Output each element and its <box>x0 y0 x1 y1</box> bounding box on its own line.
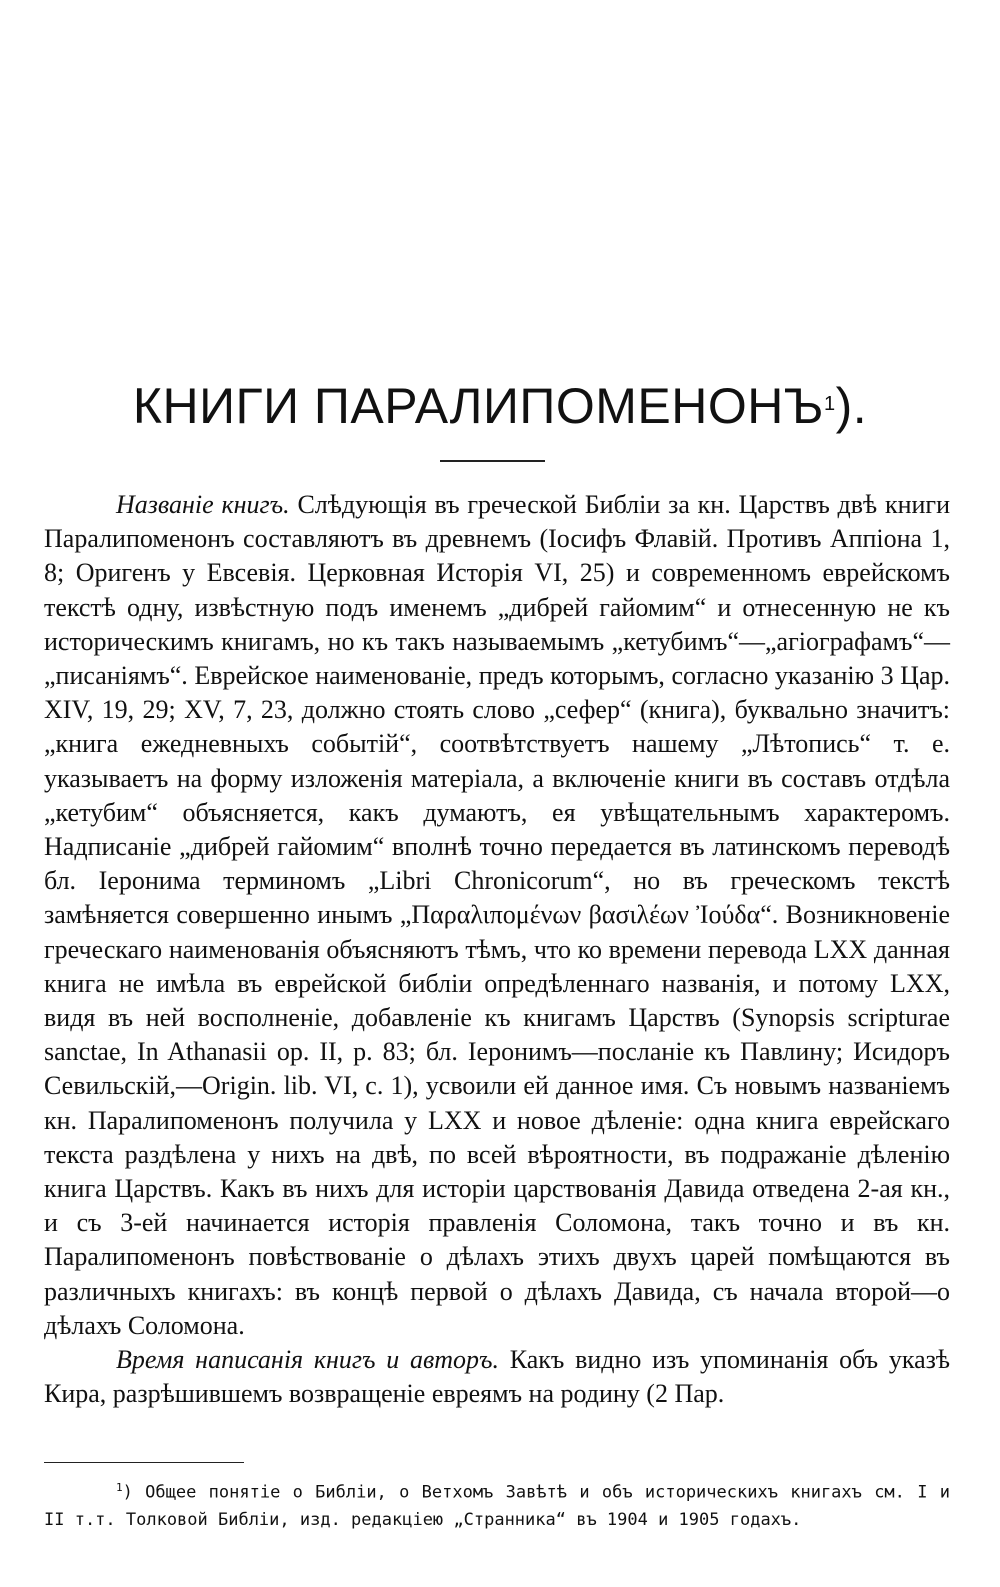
section-heading: Названiе книгъ. <box>116 490 290 519</box>
paragraph-title-of-books <box>44 488 950 1343</box>
title-footnote-marker: 1 <box>823 393 836 415</box>
footnote-text: ) Общее понятiе о Библiи, о Ветхомъ Завѣтѣ и объ историческихъ книгахъ см. I и II т.т. Толковой Библiи, изд. редакцiею „Странника“ въ 1904 и 1905 годахъ. <box>44 1482 950 1530</box>
title-tail: ). <box>835 378 868 434</box>
chapter-title <box>0 376 1000 436</box>
section-heading: Время написанiя книгъ и авторъ. <box>116 1345 500 1375</box>
footnote-marker: 1 <box>116 1481 123 1494</box>
paragraph-time-and-author <box>44 1343 950 1411</box>
title-divider <box>440 460 545 462</box>
footnote <box>44 1474 950 1534</box>
paragraph-text: Какъ видно изъ упоминанiя объ указѣ Кира, разрѣшившемъ возвращенiе евреямъ на родину (2 Пар. <box>44 1345 950 1409</box>
chapter-title-text: КНИГИ ПАРАЛИПОМЕНОНЪ <box>132 378 824 434</box>
paragraph-text: Слѣдующiя въ греческой Библiи за кн. Царствъ двѣ книги Паралипоменонъ составляютъ въ древнемъ (Iосифъ Флавiй. Противъ Аппiона 1, 8; Оригенъ у Евсевiя. Церковная Исторiя VI, 25) и современномъ еврейскомъ текстѣ одну, извѣстную подъ именемъ „дибрей гайомим“ и отнесенную не къ историческимъ книгамъ, но къ такъ называемымъ „кетубимъ“—„агiографамъ“—„писанiямъ“. Еврейское наименованiе, предъ которымъ, согласно указанiю 3 Цар. XIV, 19, 29; XV, 7, 23, должно стоять слово „сефер“ (книга), буквально значитъ: „книга ежедневныхъ событiй“, соотвѣтствуетъ нашему „Лѣтопись“ т. е. указываетъ на форму изложенiя матерiала, а включенiе книги въ составъ отдѣла „кетубим“ объясняется, какъ думаютъ, ея увѣщательнымъ характеромъ. Надписанiе „дибрей гайомим“ вполнѣ точно передается въ латинскомъ переводѣ бл. Iеронима терминомъ „Libri Chronicorum“, но въ греческомъ текстѣ замѣняется совершенно инымъ „Παραλιπομένων βασιλέων Ἰούδα“. Возникновенiе греческаго наименованiя объясняютъ тѣмъ, что ко времени перевода LXX данная книга не имѣла въ еврейской библiи опредѣленнаго названiя, и потому LXX, видя въ ней восполненiе, добавленiе къ книгамъ Царствъ (Synopsis scripturae sanctae, In Athanasii op. II, p. 83; бл. Iеронимъ—посланiе къ Павлину; Исидоръ Севильскiй,—Origin. lib. VI, c. 1), усвоили ей данное имя. Съ новымъ названiемъ кн. Паралипоменонъ получила у LXX и новое дѣленiе: одна книга еврейскаго текста раздѣлена у нихъ на двѣ, по всей вѣроятности, въ подражанiе дѣленiю книга Царствъ. Какъ въ нихъ для исторiи царствованiя Давида отведена 2-ая кн., и съ 3-ей начинается исторiя правленiя Соломона, такъ точно и въ кн. Паралипоменонъ повѣствованiе о дѣлахъ этихъ двухъ царей помѣщаются въ различныхъ книгахъ: въ концѣ первой о дѣлахъ Давида, съ начала второй—о дѣлахъ Соломона. <box>44 490 950 1340</box>
footnote-paragraph <box>44 1474 950 1534</box>
footnote-divider <box>44 1462 244 1463</box>
body-text <box>44 488 950 1411</box>
